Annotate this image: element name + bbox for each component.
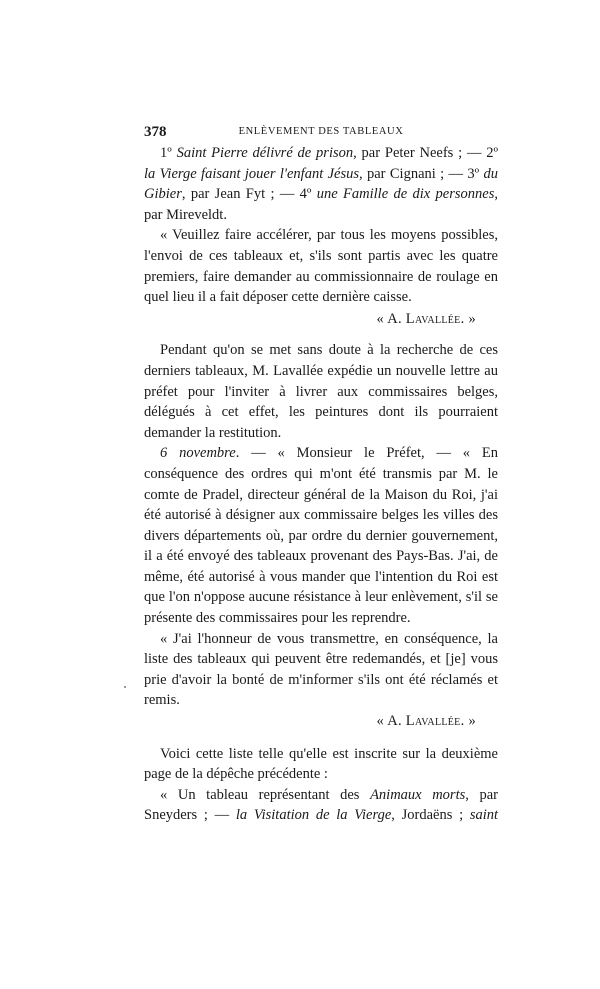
paragraph [144,225,498,307]
text-segment: . — « Monsieur le Préfet, — « En conséquence des ordres qui m'ont été transmis par M. le comte de Pradel, directeur général de la Maison du Roi, j'ai été autorisé à désigner aux commissaire belges les villes des divers départements où, par ordre du dernier gouvernement, il a été envoyé des tableaux provenant des Pays-Bas. J'ai, de même, été autorisé à vous mander que l'intention du Roi est que l'on n'oppose aucune résistance à leur enlèvement, s'il se présente des commissaires pour les reprendre. [144,445,498,627]
text-segment: 1º [160,145,177,161]
text-segment: « Un tableau représentant des [160,786,371,803]
text-segment: , par Sneyders ; — [144,786,498,824]
artwork-title: une Famille de dix personnes [316,186,495,203]
paragraph [144,143,498,225]
text-segment: « J'ai l'honneur de vous transmettre, en conséquence, la liste des tableaux qui peuvent être redemandés, et [je] vous prie d'avoir la bonté de m'informer s'ils ont été réclamés et remis. [144,630,498,709]
artwork-title: la Visitation de la Vierge [235,807,392,824]
signature [144,309,498,330]
text-segment: , par Mireveldt. [144,186,498,223]
body-text [144,143,498,826]
text-segment: saint [469,807,499,824]
text-segment: , Jordaëns ; [391,807,470,824]
page-number: 378 [144,124,167,140]
page-header [144,124,498,144]
text-segment: , par Jean Fyt ; — 4º [181,186,317,203]
text-segment: Pendant qu'on se met sans doute à la recherche de ces derniers tableaux, M. Lavallée expédie un nouvelle lettre au préfet pour l'inviter à livrer aux commissaires belges, délégués à cet effet, les peintures dont ils pourraient demander la restitution. [144,342,498,441]
paragraph [144,443,498,628]
artwork-title: la Vierge faisant jouer l'enfant Jésus, [144,165,363,182]
paragraph [144,629,498,711]
signature-text: « A. Lavallée. » [376,310,476,327]
text-segment: par Cignani ; — 3º [362,165,484,182]
artwork-title: du Gibier [144,165,499,203]
artwork-title: Saint Pierre délivré de prison [176,145,354,161]
signature [144,711,498,732]
text-segment: Voici cette liste telle qu'elle est inscrite sur la deuxième page de la dépêche précédente : [144,745,498,783]
paragraph [144,744,498,785]
artwork-title: Animaux morts [370,786,466,803]
date: 6 novembre [160,445,236,462]
running-title: ENLÈVEMENT DES TABLEAUX [238,126,404,137]
paragraph [144,785,498,826]
text-segment: « Veuillez faire accélérer, par tous les moyens possibles, l'envoi de ces tableaux et, s'ils sont partis avec les quatre premiers, faire demander au commissionnaire de roulage en quel lieu il a fait déposer cette dernière caisse. [144,227,498,306]
signature-text: « A. Lavallée. » [376,713,476,730]
margin-speck [124,686,126,688]
paragraph [144,340,498,443]
text-segment: , par Peter Neefs ; — 2º [353,145,498,161]
